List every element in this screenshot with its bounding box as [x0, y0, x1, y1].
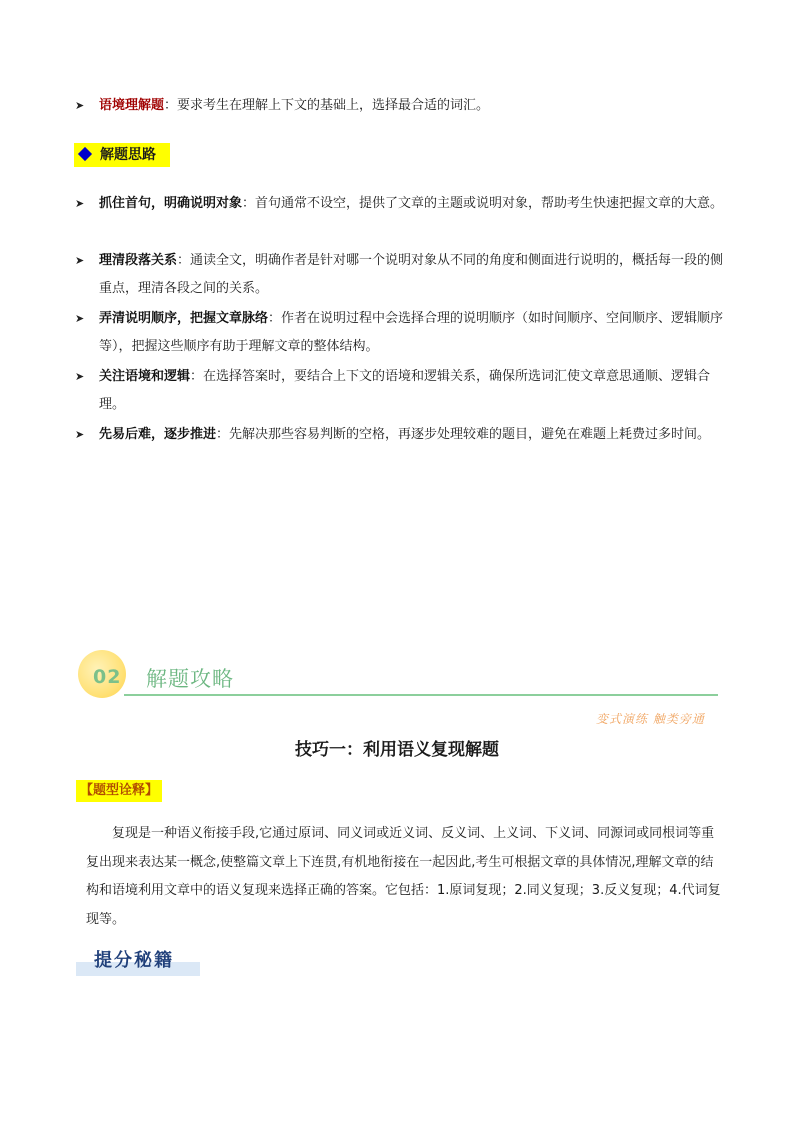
- tip-item-2: [75, 247, 735, 303]
- arrow-bullet-icon: ➤: [75, 197, 85, 210]
- badge-title: 解题攻略: [146, 667, 234, 691]
- tag-label: 【题型诠释】: [76, 780, 162, 802]
- tip-keyword: 关注语境和逻辑: [99, 369, 191, 384]
- tip-item-4: [75, 363, 735, 419]
- diamond-icon: [78, 147, 92, 161]
- explanation-paragraph: 复现是一种语义衔接手段,它通过原词、同义词或近义词、反义词、上义词、下义词、同源词或同根词等重复出现来表达某一概念,使整篇文章上下连贯,有机地衔接在一起因此,考生可根据文章的具体情况,理解文章的结构和语境利用文章中的语义复现来选择正确的答案。它包括：1.原词复现；2.同义复现；3.反义复现；4.代词复现等。: [86, 826, 721, 927]
- tip-text: ：在选择答案时，要结合上下文的语境和逻辑关系，确保所选词汇使文章意思通顺、逻辑合理。: [99, 369, 711, 412]
- badge-number: 02: [93, 666, 122, 688]
- tip-text: ：作者在说明过程中会选择合理的说明顺序（如时间顺序、空间顺序、逻辑顺序等），把握这些顺序有助于理解文章的整体结构。: [99, 311, 724, 354]
- section-heading-text: 解题思路: [100, 147, 156, 163]
- arrow-bullet-icon: ➤: [75, 254, 85, 267]
- tip-keyword: 弄清说明顺序，把握文章脉络: [99, 311, 269, 326]
- arrow-bullet-icon: ➤: [75, 312, 85, 325]
- tip-text: ：先解决那些容易判断的空格，再逐步处理较难的题目，避免在难题上耗费过多时间。: [216, 427, 711, 442]
- bullet-keyword: 语境理解题: [99, 98, 165, 113]
- tip-text: ：首句通常不设空，提供了文章的主题或说明对象，帮助考生快速把握文章的大意。: [242, 196, 724, 211]
- tip-item-3: [75, 305, 735, 361]
- section-heading: [74, 143, 170, 167]
- tip-item-1: [75, 190, 735, 218]
- tip-item-5: [75, 421, 735, 449]
- bullet-text: ：要求考生在理解上下文的基础上，选择最合适的词汇。: [164, 98, 490, 113]
- tip-keyword: 抓住首句，明确说明对象: [99, 196, 243, 211]
- tip-heading-box: [76, 944, 200, 978]
- subtitle-right: 变式演练 触类旁通: [596, 712, 705, 726]
- badge-divider: [124, 694, 718, 696]
- tip-keyword: 先易后难，逐步推进: [99, 427, 217, 442]
- arrow-bullet-icon: ➤: [75, 99, 85, 112]
- arrow-bullet-icon: ➤: [75, 428, 85, 441]
- tip-keyword: 理清段落关系: [99, 253, 178, 268]
- tip-heading: 提分秘籍: [94, 950, 174, 971]
- arrow-bullet-icon: ➤: [75, 370, 85, 383]
- section-badge: [78, 650, 718, 702]
- tip-text: ：通读全文，明确作者是针对哪一个说明对象从不同的角度和侧面进行说明的，概括每一段的侧重点，理清各段之间的关系。: [99, 253, 724, 296]
- technique-title: 技巧一：利用语义复现解题: [295, 740, 499, 760]
- bullet-context-question: [75, 92, 735, 120]
